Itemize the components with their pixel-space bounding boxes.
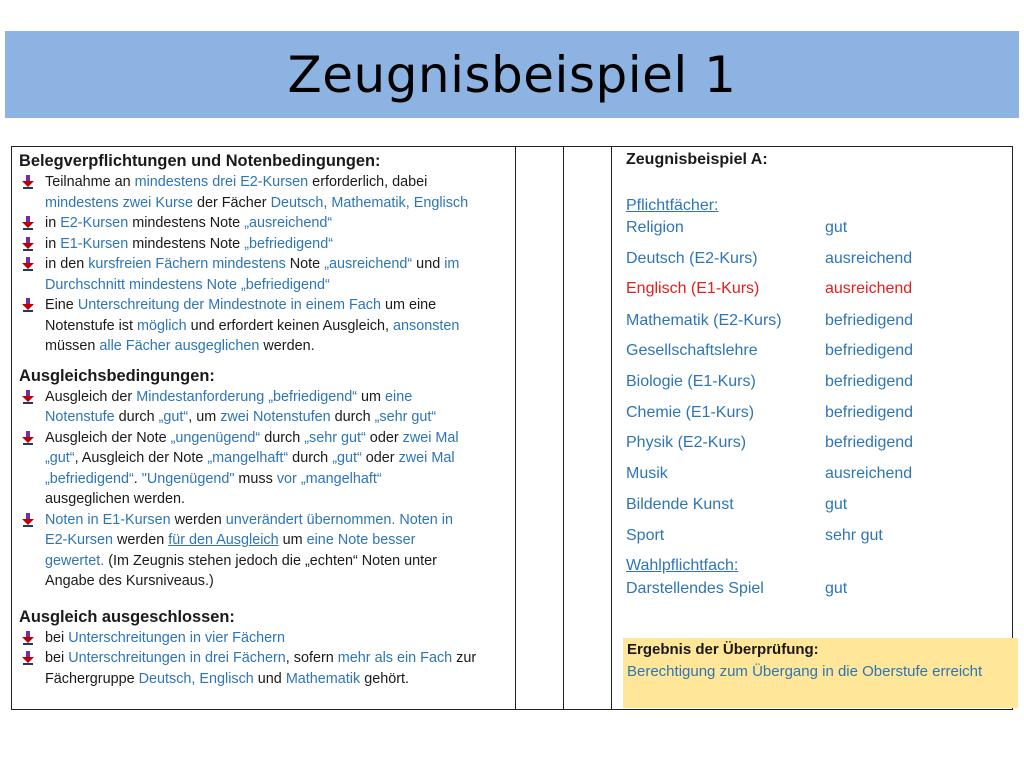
arrow-down-icon <box>22 175 34 189</box>
section-heading: Ausgleichsbedingungen: <box>19 366 215 385</box>
report-example-panel: Zeugnisbeispiel A: Pflichtfächer: Religion gut Deutsch (E2-Kurs) ausreichend Englisch (E1-Kurs) ausreichend Mathematik (E2-Kurs) befriedigend Gesellschaftslehre befriedigend Biologie (E1-Kurs) befriedigend Chemie (E1-Kurs) befriedigend Physik (E2-Kurs) befriedigend Musik ausreichend Bildende Kunst gut Sport sehr gut Wahlpflichtfach: Darstellendes Spiel gut Ergebnis der Überprüfung: Berechtigung zum Übergang in die Oberstufe erreicht <box>619 147 1013 709</box>
slide-title: Zeugnisbeispiel 1 <box>287 45 737 104</box>
arrow-down-icon <box>22 257 34 271</box>
arrow-down-icon <box>22 631 34 645</box>
arrow-down-icon <box>22 237 34 251</box>
arrow-down-icon <box>22 216 34 230</box>
list-item: bei Unterschreitungen in vier Fächern <box>19 628 513 649</box>
result-value: Berechtigung zum Übergang in die Oberstufe erreicht <box>627 663 983 680</box>
list-item: Noten in E1-Kursen werden unverändert übernommen. Noten in E2-Kursen werden für den Ausgleich um eine Note besser gewertet. (Im Zeugnis stehen jedoch die „echten“ Noten unter Angabe des Kursniveaus.) <box>19 510 513 592</box>
arrow-down-icon <box>22 390 34 404</box>
elective-subject-label: Wahlpflichtfach: <box>626 557 739 574</box>
list-item: in den kursfreien Fächern mindestens Note „ausreichend“ und im Durchschnitt mindestens Note „befriedigend“ <box>19 254 513 295</box>
arrow-down-icon <box>22 651 34 665</box>
section-heading: Belegverpflichtungen und Notenbedingungen: <box>19 152 381 170</box>
report-table <box>11 146 1013 710</box>
section-heading: Ausgleich ausgeschlossen: <box>19 607 235 626</box>
column-divider <box>563 147 564 709</box>
column-divider <box>515 147 516 709</box>
list-item: bei Unterschreitungen in drei Fächern, sofern mehr als ein Fach zur Fächergruppe Deutsch, Englisch und Mathematik gehört. <box>19 648 513 689</box>
list-item: in E2-Kursen mindestens Note „ausreichend“ <box>19 213 513 234</box>
arrow-down-icon <box>22 513 34 527</box>
required-subjects-label: Pflichtfächer: <box>626 197 719 214</box>
arrow-down-icon <box>22 298 34 312</box>
list-item: Ausgleich der Note „ungenügend“ durch „sehr gut“ oder zwei Mal „gut“, Ausgleich der Note „mangelhaft“ durch „gut“ oder zwei Mal „befriedigend“. "Ungenügend" muss vor „mangelhaft“ ausgeglichen werden. <box>19 428 513 510</box>
list-item: Teilnahme an mindestens drei E2-Kursen erforderlich, dabei mindestens zwei Kurse der Fächer Deutsch, Mathematik, Englisch <box>19 172 513 213</box>
slide-title-bar <box>5 31 1019 118</box>
list-item: Eine Unterschreitung der Mindestnote in einem Fach um eine Notenstufe ist möglich und erfordert keinen Ausgleich, ansonsten müssen alle Fächer ausgeglichen werden. <box>19 295 513 357</box>
list-item: in E1-Kursen mindestens Note „befriedigend“ <box>19 234 513 255</box>
list-item: Ausgleich der Mindestanforderung „befriedigend“ um eine Notenstufe durch „gut“, um zwei Notenstufen durch „sehr gut“ <box>19 387 513 428</box>
arrow-down-icon <box>22 431 34 445</box>
result-title: Ergebnis der Überprüfung: <box>627 641 819 658</box>
result-box <box>623 638 1018 708</box>
column-divider <box>611 147 612 709</box>
example-heading: Zeugnisbeispiel A: <box>626 151 768 168</box>
conditions-panel <box>19 150 513 689</box>
